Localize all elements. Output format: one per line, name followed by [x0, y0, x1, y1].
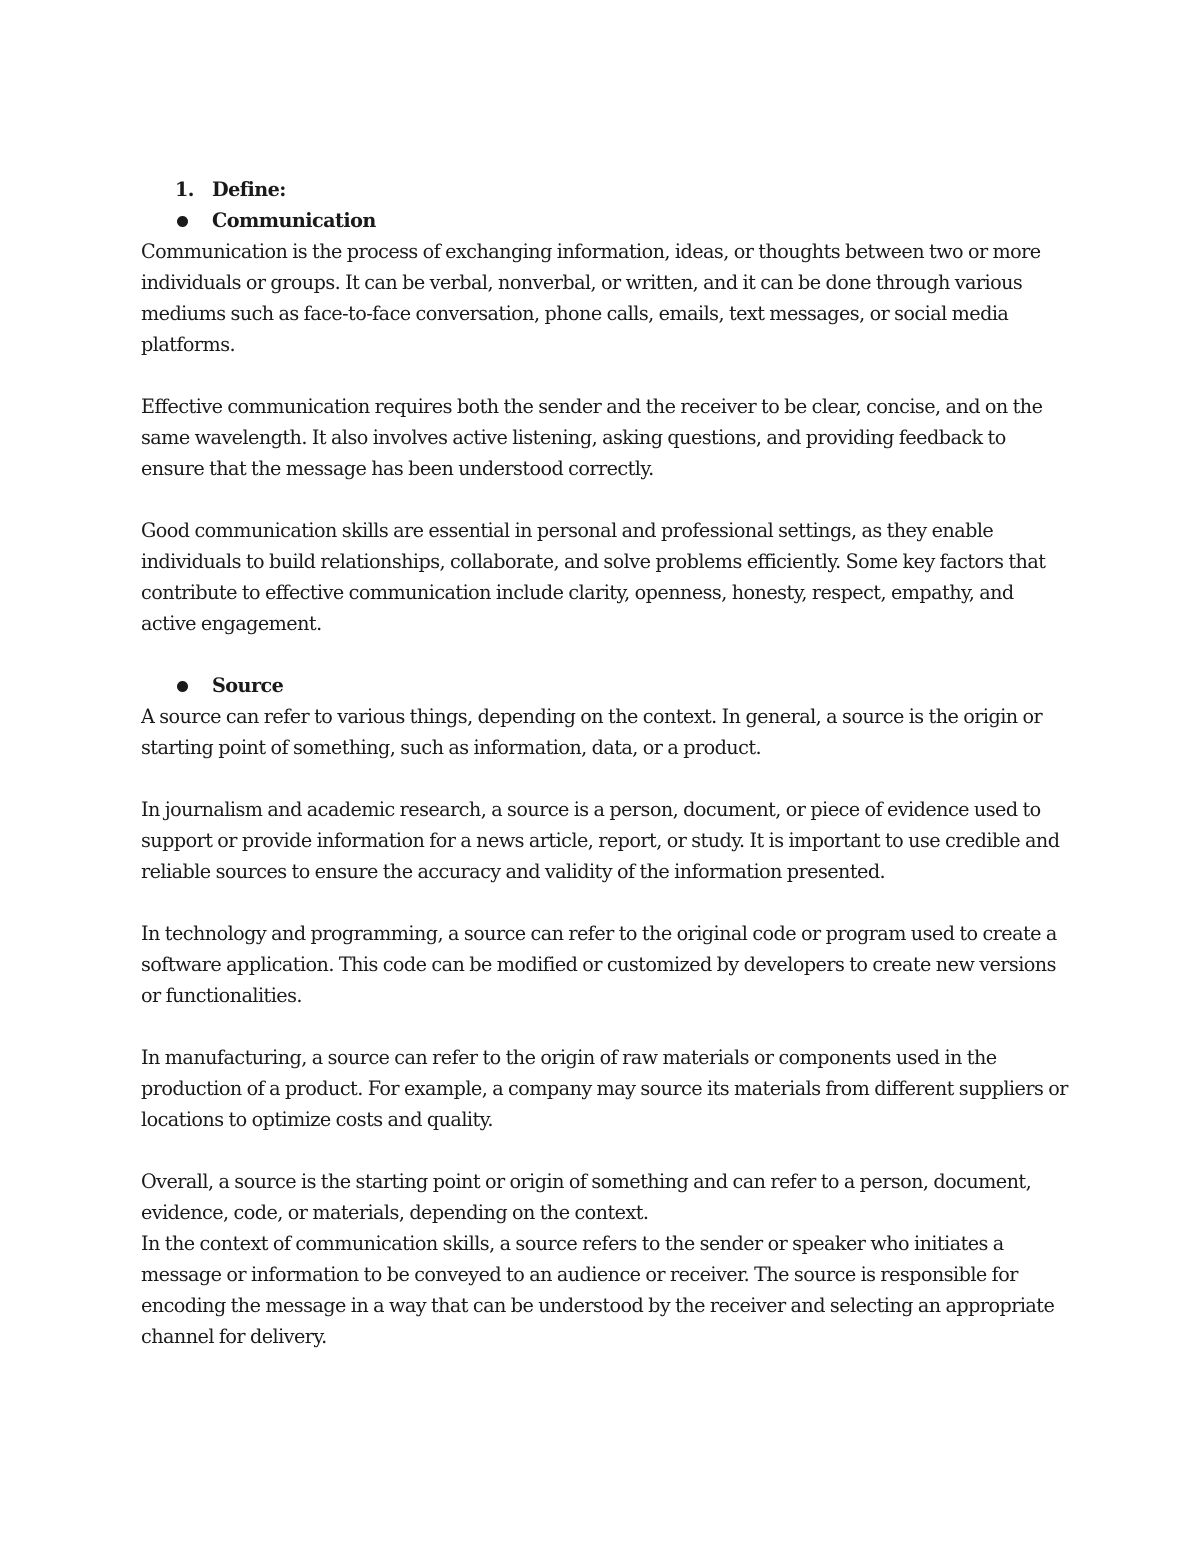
paragraph: Communication is the process of exchanging information, ideas, or thoughts between two or more individuals or groups. It can be verbal, nonverbal, or written, and it can be done through various mediums such as face-to-face conversation, phone calls, emails, text messages, or social media platforms.	[141, 240, 1041, 356]
section-title: Source	[212, 674, 284, 697]
paragraph: Effective communication requires both the sender and the receiver to be clear, concise, and on the same wavelength. It also involves active listening, asking questions, and providing feedback to ensure that the message has been understood correctly.	[141, 395, 1043, 480]
paragraph-spacer	[141, 1011, 1071, 1042]
list-number: 1.	[175, 178, 194, 201]
paragraph-spacer	[141, 763, 1071, 794]
paragraph-spacer	[141, 484, 1071, 515]
paragraph: In technology and programming, a source can refer to the original code or program used to create a software application. This code can be modified or customized by developers to create new versions or functionalities.	[141, 922, 1057, 1007]
section-heading-source	[141, 670, 1071, 701]
numbered-heading	[141, 174, 1071, 205]
paragraph: In manufacturing, a source can refer to the origin of raw materials or components used in the production of a product. For example, a company may source its materials from different suppliers or locations to optimize costs and quality.	[141, 1046, 1068, 1131]
paragraph: Overall, a source is the starting point or origin of something and can refer to a person, document, evidence, code, or materials, depending on the context.	[141, 1170, 1032, 1224]
paragraph-spacer	[141, 1135, 1071, 1166]
paragraph-spacer	[141, 360, 1071, 391]
list-title: Define:	[212, 178, 286, 201]
paragraph: Good communication skills are essential in personal and professional settings, as they enable individuals to build relationships, collaborate, and solve problems efficiently. Some key factors that contribute to effective communication include clarity, openness, honesty, respect, empathy, and active engagement.	[141, 519, 1046, 635]
paragraph-spacer	[141, 887, 1071, 918]
bullet-icon	[177, 216, 188, 227]
paragraph: In the context of communication skills, a source refers to the sender or speaker who initiates a message or information to be conveyed to an audience or receiver. The source is responsible for encoding the message in a way that can be understood by the receiver and selecting an appropriate channel for delivery.	[141, 1232, 1055, 1348]
section-heading-communication	[141, 205, 1071, 236]
paragraph: A source can refer to various things, depending on the context. In general, a source is the origin or starting point of something, such as information, data, or a product.	[141, 705, 1043, 759]
section-title: Communication	[212, 209, 376, 232]
paragraph: In journalism and academic research, a source is a person, document, or piece of evidence used to support or provide information for a news article, report, or study. It is important to use credible and reliable sources to ensure the accuracy and validity of the information presented.	[141, 798, 1060, 883]
bullet-icon	[177, 681, 188, 692]
paragraph-spacer	[141, 639, 1071, 670]
document-body	[141, 174, 1071, 1352]
